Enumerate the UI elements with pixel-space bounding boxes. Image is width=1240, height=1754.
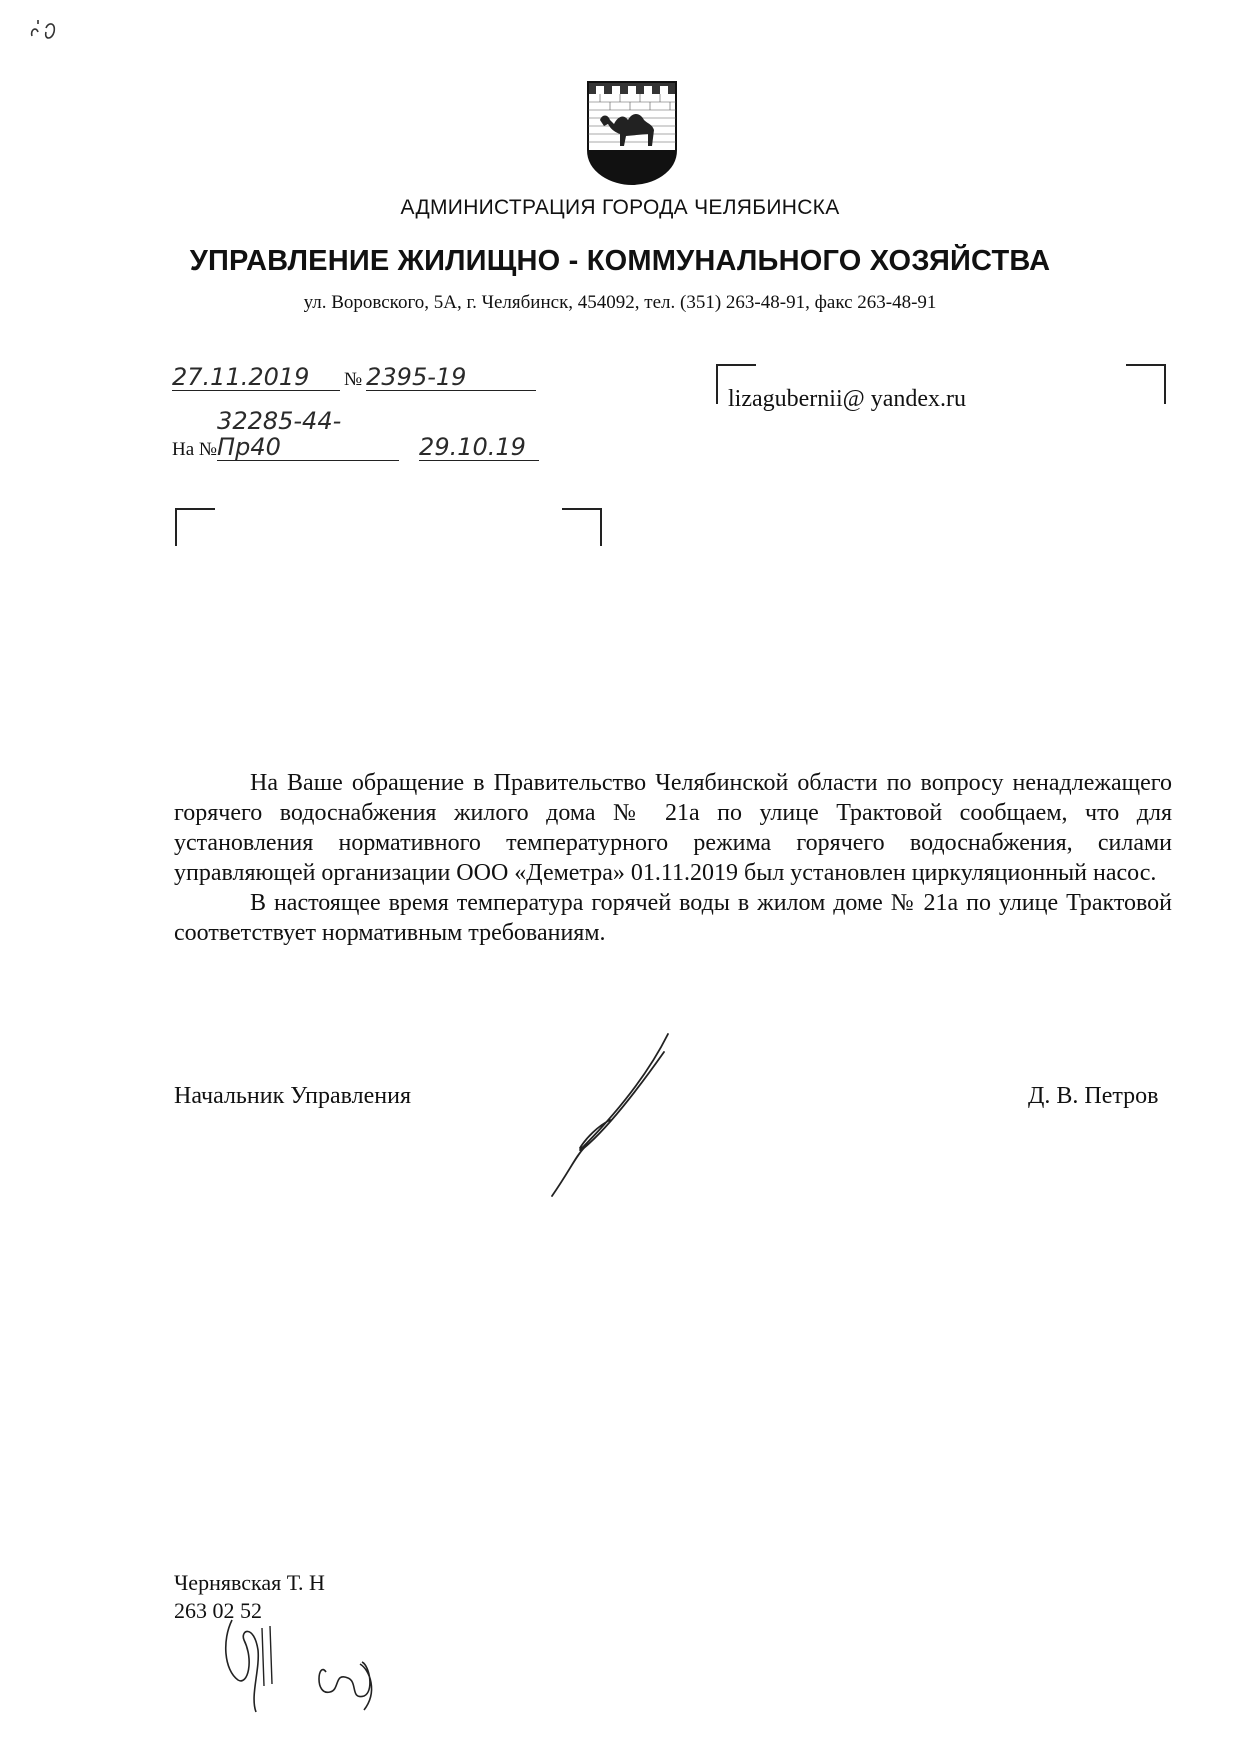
organization-name: УПРАВЛЕНИЕ ЖИЛИЩНО - КОММУНАЛЬНОГО ХОЗЯЙСТВА [189,245,1051,277]
reference-date: 29.10.19 [419,434,539,461]
executor-phone: 263 02 52 [174,1598,262,1623]
reference-label: На № [172,439,218,460]
executor-name: Чернявская Т. Н [174,1570,325,1595]
corner-handwritten-mark [26,16,70,52]
outgoing-number: 2395-19 [366,364,536,391]
outgoing-date: 27.11.2019 [172,364,340,391]
recipient-corner-right [1126,364,1166,404]
handwritten-signature [540,1030,690,1200]
body-paragraph-1: На Ваше обращение в Правительство Челябинской области по вопросу ненадлежащего горячего водоснабжения жилого дома № 21а по улице Трактовой сообщаем, что для установления нормативного температурного режима горячего водоснабжения, силами управляющей организации ООО «Деметра» 01.11.2019 был установлен циркуляционный насос. [174,770,1172,886]
subject-corner-right [562,508,602,546]
reference-number: 32285-44-Пр40 [217,408,399,461]
signatory-title: Начальник Управления [174,1083,411,1109]
body-paragraph-2: В настоящее время температура горячей воды в жилом доме № 21а по улице Трактовой соответствует нормативным требованиям. [174,890,1172,946]
organization-address: ул. Воровского, 5А, г. Челябинск, 454092, тел. (351) 263-48-91, факс 263-48-91 [303,292,937,313]
recipient-email: lizagubernii@ yandex.ru [728,386,967,412]
chelyabinsk-coat-of-arms-icon [586,80,678,186]
parent-organization: АДМИНИСТРАЦИЯ ГОРОДА ЧЕЛЯБИНСКА [400,196,840,219]
signatory-name: Д. В. Петров [1028,1083,1159,1109]
reference-registration [172,408,539,461]
outgoing-registration [172,364,536,391]
handwritten-initials [214,1600,414,1720]
subject-corner-left [175,508,215,546]
letter-body [174,768,1172,948]
number-label: № [344,369,363,390]
